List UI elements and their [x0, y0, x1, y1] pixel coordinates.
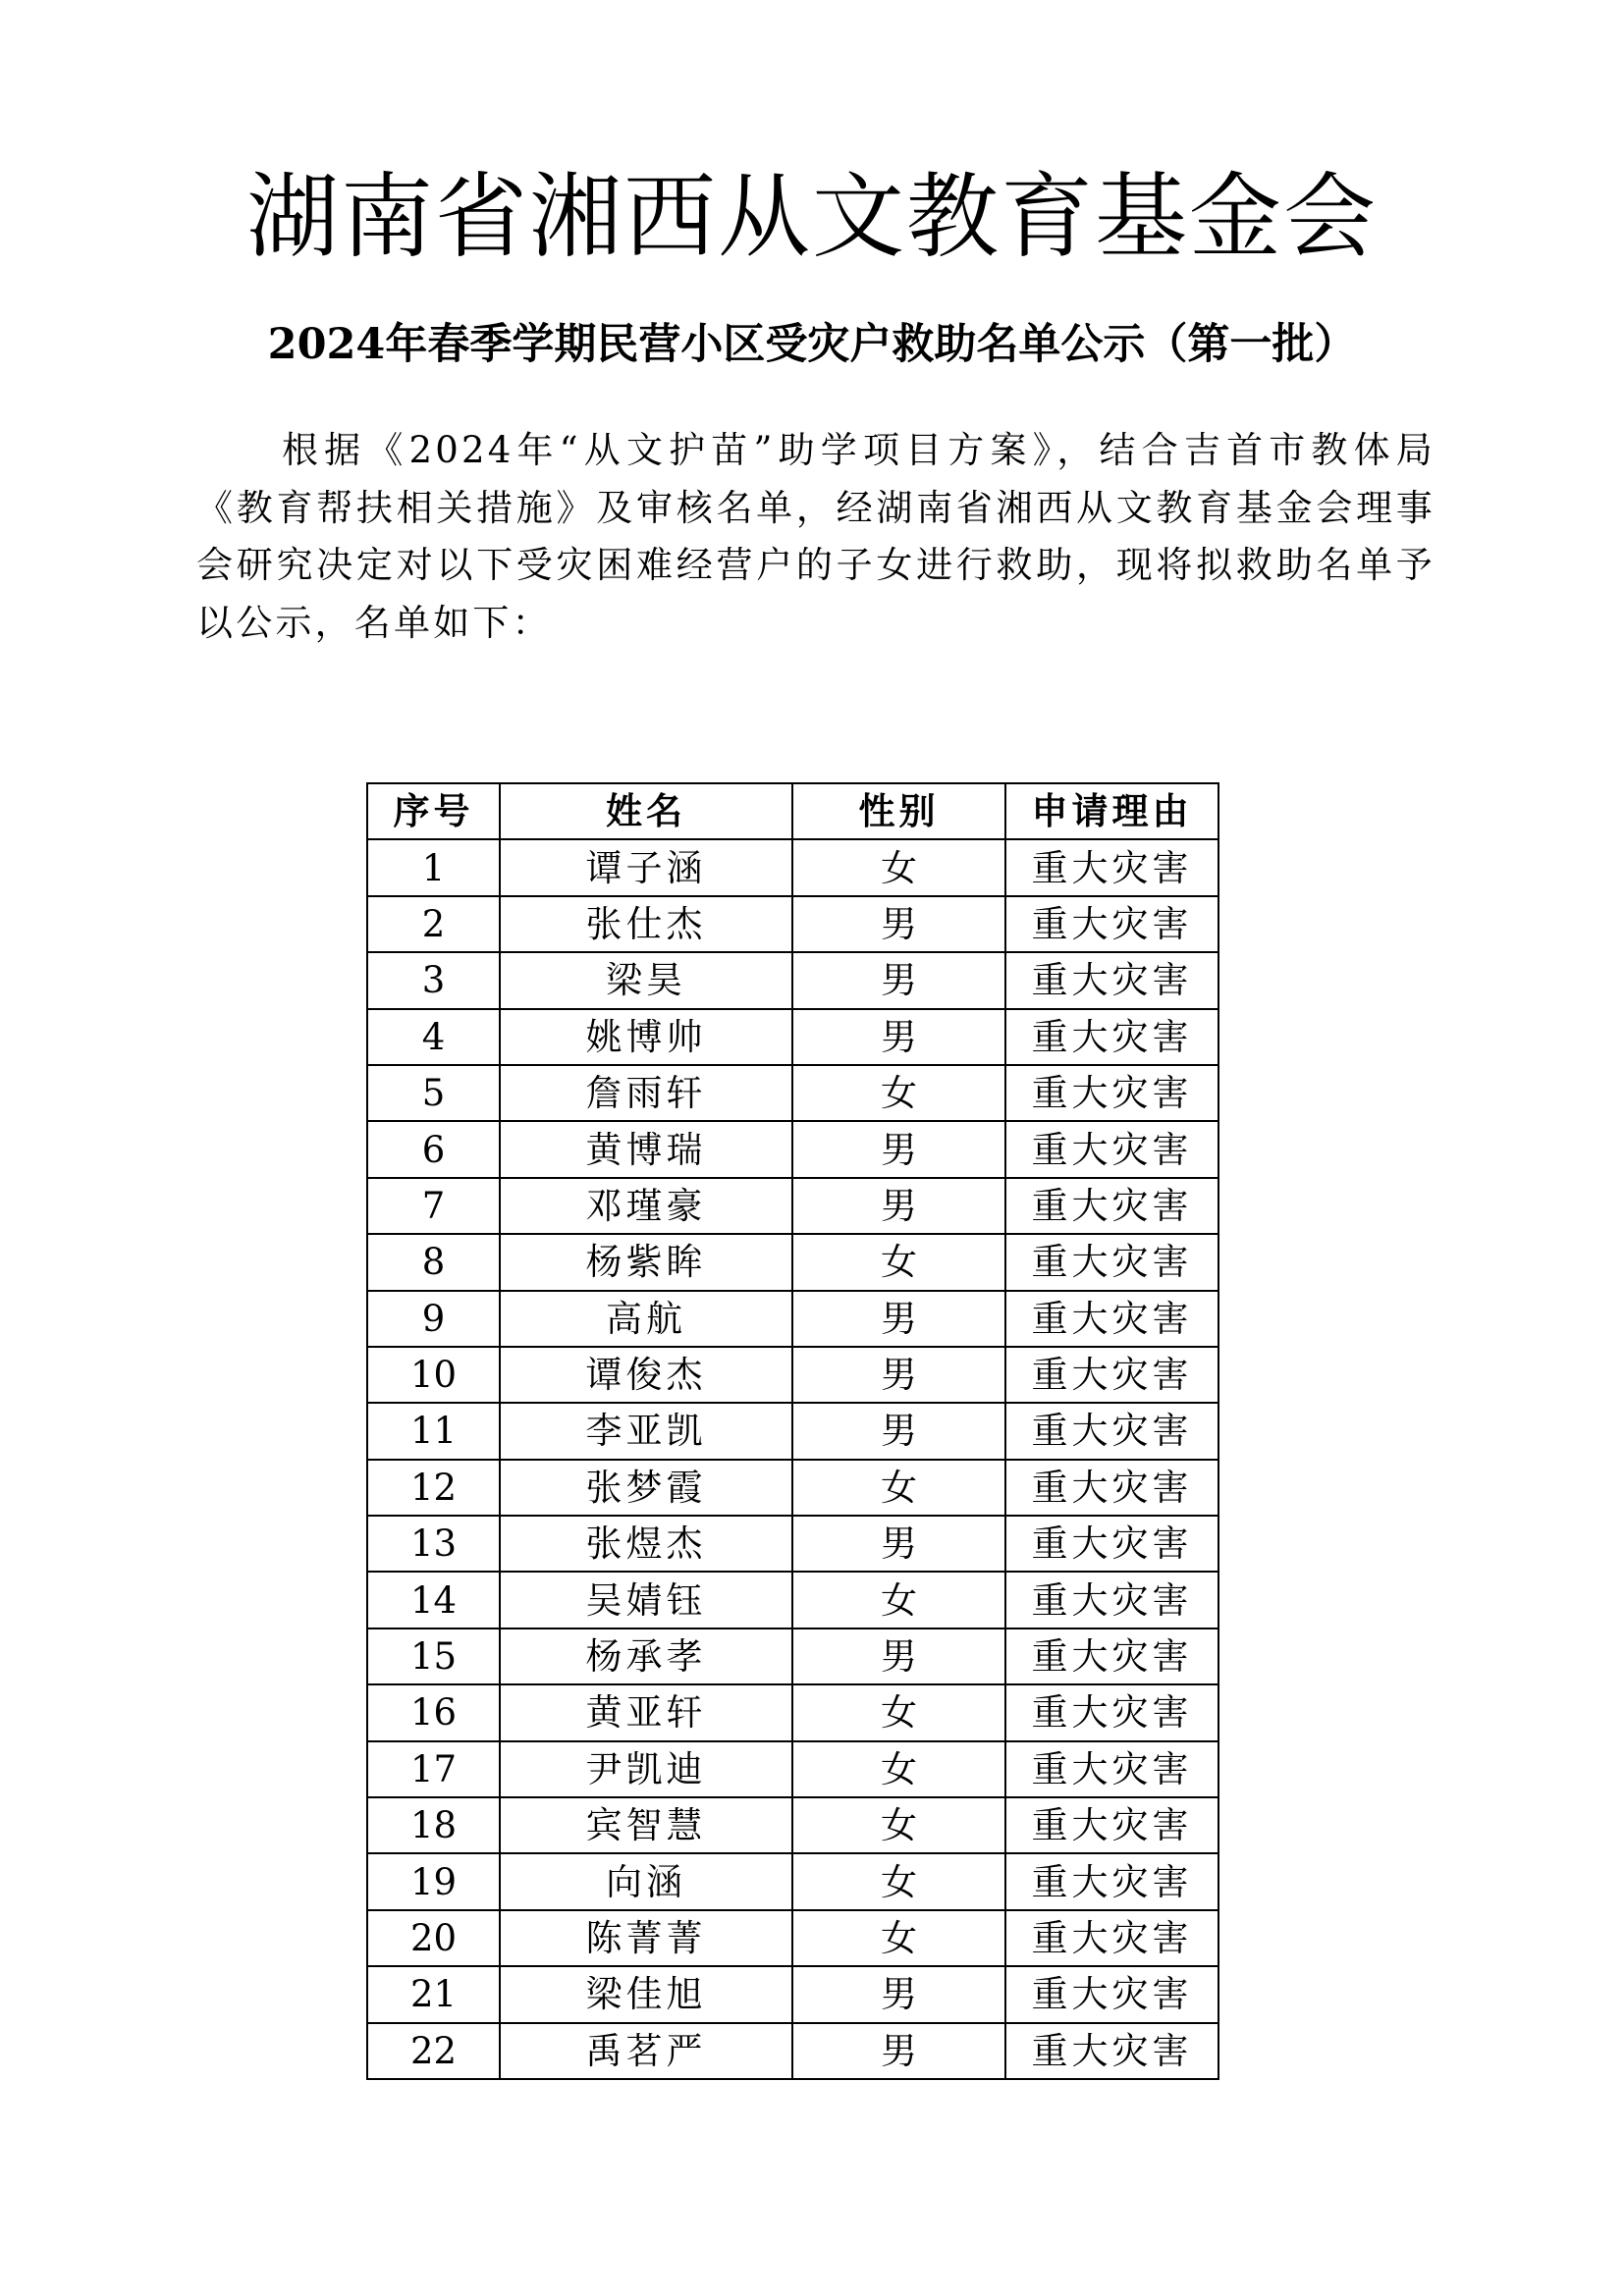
cell-no: 18	[367, 1797, 500, 1853]
cell-name: 杨承孝	[500, 1629, 792, 1684]
cell-name: 黄博瑞	[500, 1121, 792, 1177]
cell-reason: 重大灾害	[1005, 1853, 1218, 1909]
table-row	[367, 1347, 1218, 1403]
cell-gender: 女	[792, 1234, 1005, 1290]
cell-name: 张煜杰	[500, 1516, 792, 1572]
cell-reason: 重大灾害	[1005, 1516, 1218, 1572]
table-body	[367, 839, 1218, 2079]
cell-name: 詹雨轩	[500, 1065, 792, 1121]
cell-gender: 男	[792, 952, 1005, 1008]
cell-gender: 男	[792, 1966, 1005, 2022]
cell-name: 禹茗严	[500, 2023, 792, 2079]
header-no: 序号	[367, 783, 500, 839]
cell-no: 2	[367, 896, 500, 952]
cell-name: 吴婧钰	[500, 1572, 792, 1628]
table-row	[367, 2023, 1218, 2079]
cell-no: 9	[367, 1291, 500, 1347]
table-row	[367, 1629, 1218, 1684]
cell-name: 张仕杰	[500, 896, 792, 952]
cell-name: 宾智慧	[500, 1797, 792, 1853]
cell-no: 11	[367, 1403, 500, 1459]
cell-reason: 重大灾害	[1005, 2023, 1218, 2079]
cell-name: 向涵	[500, 1853, 792, 1909]
cell-gender: 男	[792, 2023, 1005, 2079]
cell-reason: 重大灾害	[1005, 952, 1218, 1008]
cell-no: 5	[367, 1065, 500, 1121]
cell-name: 尹凯迪	[500, 1741, 792, 1797]
cell-no: 16	[367, 1684, 500, 1740]
cell-reason: 重大灾害	[1005, 1572, 1218, 1628]
cell-no: 7	[367, 1178, 500, 1234]
cell-reason: 重大灾害	[1005, 1121, 1218, 1177]
cell-reason: 重大灾害	[1005, 1629, 1218, 1684]
cell-no: 3	[367, 952, 500, 1008]
cell-no: 4	[367, 1009, 500, 1065]
table-row	[367, 1741, 1218, 1797]
cell-gender: 女	[792, 1797, 1005, 1853]
cell-gender: 女	[792, 1572, 1005, 1628]
table-row	[367, 839, 1218, 895]
cell-gender: 女	[792, 839, 1005, 895]
cell-reason: 重大灾害	[1005, 1684, 1218, 1740]
cell-no: 8	[367, 1234, 500, 1290]
cell-no: 10	[367, 1347, 500, 1403]
cell-no: 20	[367, 1910, 500, 1966]
cell-gender: 男	[792, 1516, 1005, 1572]
table-row	[367, 1121, 1218, 1177]
table-header-row	[367, 783, 1218, 839]
cell-gender: 男	[792, 896, 1005, 952]
cell-name: 陈菁菁	[500, 1910, 792, 1966]
cell-name: 姚博帅	[500, 1009, 792, 1065]
cell-gender: 女	[792, 1684, 1005, 1740]
cell-reason: 重大灾害	[1005, 1741, 1218, 1797]
cell-reason: 重大灾害	[1005, 1178, 1218, 1234]
cell-name: 梁佳旭	[500, 1966, 792, 2022]
cell-gender: 女	[792, 1853, 1005, 1909]
cell-no: 21	[367, 1966, 500, 2022]
table-row	[367, 1684, 1218, 1740]
cell-reason: 重大灾害	[1005, 839, 1218, 895]
document-subtitle: 2024年春季学期民营小区受灾户救助名单公示（第一批）	[267, 320, 1357, 369]
cell-reason: 重大灾害	[1005, 896, 1218, 952]
table-row	[367, 1910, 1218, 1966]
cell-reason: 重大灾害	[1005, 1460, 1218, 1516]
table-row	[367, 1460, 1218, 1516]
cell-no: 19	[367, 1853, 500, 1909]
cell-reason: 重大灾害	[1005, 1403, 1218, 1459]
table-row	[367, 1065, 1218, 1121]
table-row	[367, 1853, 1218, 1909]
cell-no: 15	[367, 1629, 500, 1684]
table-row	[367, 1516, 1218, 1572]
intro-paragraph: 根据《2024年“从文护苗”助学项目方案》，结合吉首市教体局《教育帮扶相关措施》及审核名单，经湖南省湘西从文教育基金会理事会研究决定对以下受灾困难经营户的子女进行救助，现将拟救助名单予以公示，名单如下：	[196, 429, 1435, 644]
cell-name: 李亚凯	[500, 1403, 792, 1459]
cell-reason: 重大灾害	[1005, 1234, 1218, 1290]
cell-name: 谭子涵	[500, 839, 792, 895]
cell-no: 6	[367, 1121, 500, 1177]
cell-name: 邓瑾豪	[500, 1178, 792, 1234]
cell-name: 杨紫眸	[500, 1234, 792, 1290]
table-row	[367, 1966, 1218, 2022]
table-row	[367, 1797, 1218, 1853]
cell-gender: 男	[792, 1178, 1005, 1234]
cell-name: 黄亚轩	[500, 1684, 792, 1740]
header-name: 姓名	[500, 783, 792, 839]
cell-reason: 重大灾害	[1005, 1910, 1218, 1966]
cell-gender: 男	[792, 1347, 1005, 1403]
cell-no: 14	[367, 1572, 500, 1628]
cell-gender: 女	[792, 1460, 1005, 1516]
cell-gender: 女	[792, 1910, 1005, 1966]
table-row	[367, 1291, 1218, 1347]
cell-no: 12	[367, 1460, 500, 1516]
document-title: 湖南省湘西从文教育基金会	[245, 164, 1378, 271]
cell-no: 22	[367, 2023, 500, 2079]
cell-no: 17	[367, 1741, 500, 1797]
cell-gender: 女	[792, 1741, 1005, 1797]
cell-reason: 重大灾害	[1005, 1009, 1218, 1065]
table-row	[367, 952, 1218, 1008]
cell-gender: 男	[792, 1629, 1005, 1684]
cell-gender: 男	[792, 1009, 1005, 1065]
cell-name: 梁昊	[500, 952, 792, 1008]
cell-reason: 重大灾害	[1005, 1347, 1218, 1403]
cell-no: 13	[367, 1516, 500, 1572]
cell-name: 高航	[500, 1291, 792, 1347]
header-reason: 申请理由	[1005, 783, 1218, 839]
table-row	[367, 896, 1218, 952]
table-row	[367, 1178, 1218, 1234]
cell-gender: 女	[792, 1065, 1005, 1121]
table-row	[367, 1234, 1218, 1290]
cell-gender: 男	[792, 1403, 1005, 1459]
cell-name: 张梦霞	[500, 1460, 792, 1516]
aid-recipients-table	[366, 782, 1219, 2080]
table-row	[367, 1009, 1218, 1065]
table-row	[367, 1403, 1218, 1459]
header-gender: 性别	[792, 783, 1005, 839]
cell-gender: 男	[792, 1291, 1005, 1347]
cell-reason: 重大灾害	[1005, 1797, 1218, 1853]
table-row	[367, 1572, 1218, 1628]
cell-name: 谭俊杰	[500, 1347, 792, 1403]
cell-reason: 重大灾害	[1005, 1966, 1218, 2022]
cell-reason: 重大灾害	[1005, 1065, 1218, 1121]
cell-gender: 男	[792, 1121, 1005, 1177]
cell-reason: 重大灾害	[1005, 1291, 1218, 1347]
cell-no: 1	[367, 839, 500, 895]
